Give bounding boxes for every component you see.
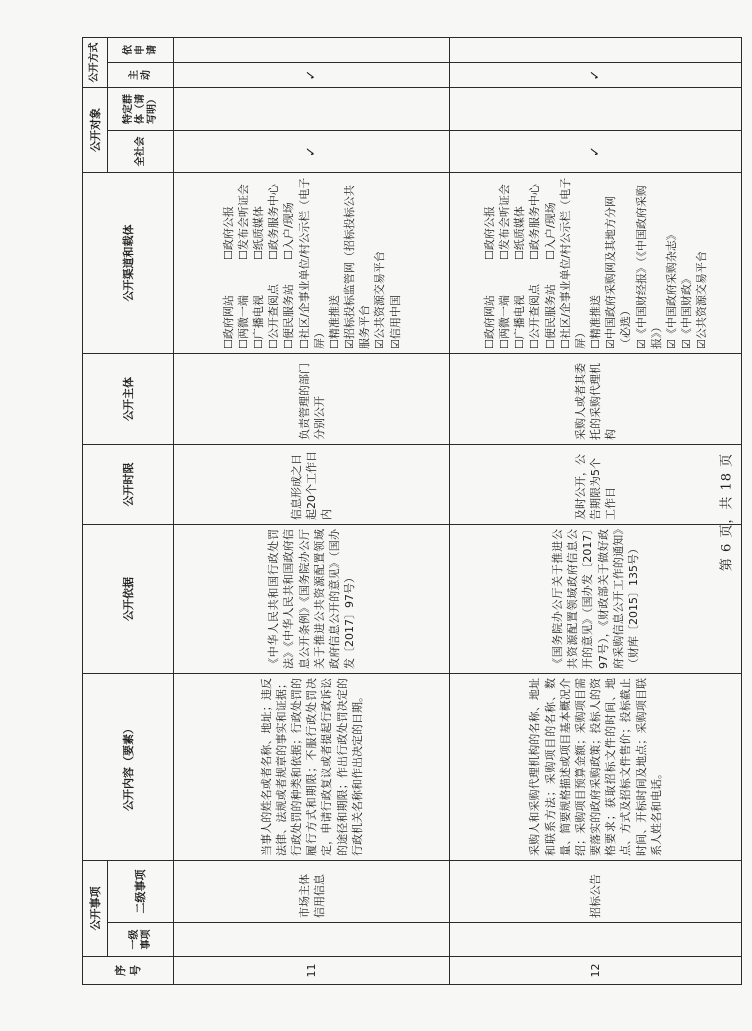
row-basis: 《国务院办公厅关于推进公共资源配置领域政府信息公开的意见》（国办发〔2017〕97号），《财政部关于做好政府采购信息公开工作的通知》（财库〔2015〕135号） (450, 525, 742, 674)
page-footer: 第 6 页，共 18 页 (719, 452, 735, 572)
channel-item: ☑《中国财政》 (680, 273, 694, 349)
row-level2: 招标公告 (450, 861, 742, 923)
row-level1 (174, 923, 450, 957)
row-method-request (174, 38, 450, 63)
header-method: 公开方式 (83, 38, 108, 88)
row-number: 12 (450, 957, 742, 985)
header-section: 公开事项 (83, 861, 108, 957)
row-subject: 负责管理的部门分别公开 (174, 354, 450, 445)
header-basis: 公开依据 (83, 525, 174, 674)
channel-item: ☐政府公报 (221, 206, 235, 260)
channel-item: ☐社区/企事业单位/村公示栏（电子屏） (297, 177, 326, 349)
channel-item: ☐政务服务中心 (267, 184, 281, 260)
row-subject: 采购人或者其委托的采购代理机构 (450, 354, 742, 445)
row-method-request (450, 38, 742, 63)
rotated-table-frame (82, 38, 742, 985)
header-no: 序号 (83, 957, 174, 985)
row-channels (450, 173, 742, 354)
channel-item: ☐入户/现场 (282, 202, 296, 260)
check-mark-all: ✓ (450, 131, 742, 173)
row-channels (174, 173, 450, 354)
channel-item: ☐纸质媒体 (252, 206, 266, 260)
channel-item: ☑公共资源交易平台 (373, 251, 387, 349)
channel-item: ☑《中国财经报》（《中国政府采购报》） (634, 185, 663, 349)
check-mark-all: ✓ (174, 131, 450, 173)
row-audience-specific (450, 88, 742, 131)
channel-item: ☐政务服务中心 (528, 184, 542, 260)
channel-item: ☐公开查阅点 (267, 284, 281, 349)
channel-item: ☐两微一端 (236, 295, 250, 349)
channel-item: ☐发布会听证会 (236, 184, 250, 260)
table-row (174, 38, 450, 985)
channel-list (482, 177, 710, 349)
header-audience-specific: 特定群体（请写明） (108, 88, 174, 131)
row-number: 11 (174, 957, 450, 985)
table-row (450, 38, 742, 985)
channel-item: ☐广播电视 (252, 295, 266, 349)
channel-item: ☐精准推送 (327, 295, 341, 349)
channel-item: ☑《中国政府采购杂志》 (664, 229, 678, 349)
header-content: 公开内容（要素） (83, 674, 174, 861)
channel-item: ☐广播电视 (513, 295, 527, 349)
channel-item: ☑公共资源交易平台 (695, 251, 709, 349)
header-row-1 (83, 38, 108, 985)
row-audience-specific (174, 88, 450, 131)
channel-item: ☐便民服务站 (282, 284, 296, 349)
check-mark-active: ✓ (450, 63, 742, 88)
row-period: 及时公开，公告期限为5个工作日 (450, 445, 742, 525)
channel-item: ☐政府网站 (221, 295, 235, 349)
channel-item: ☑招标投标监管网（招标投标公共服务平台 (343, 185, 372, 349)
header-level1: 一级事项 (108, 923, 174, 957)
channel-item: ☐发布会听证会 (498, 184, 512, 260)
channel-item: ☐公开查阅点 (528, 284, 542, 349)
header-audience: 公开对象 (83, 88, 108, 173)
row-content: 采购人和采购代理机构的名称、地址和联系方法；采购项目的名称、数量、简要规格描述或项目基本概况介绍；采购项目预算金额；采购项目需要落实的政府采购政策；投标人的资格要求；获取招标文件的时间、地点、方式及招标文件售价；投标截止时间、开标时间及地点；采购项目联系人姓名和电话。 (450, 674, 742, 861)
row-basis: 《中华人民共和国行政处罚法》《中华人民共和国政府信息公开条例》《国务院办公厅关于推进公共资源配置领域政府信息公开的意见》（国办发〔2017〕97号） (174, 525, 450, 674)
channel-list (221, 177, 403, 349)
header-subject: 公开主体 (83, 354, 174, 445)
header-audience-all: 全社会 (108, 131, 174, 173)
channel-item: ☐两微一端 (498, 295, 512, 349)
row-level1 (450, 923, 742, 957)
row-level2: 市场主体信用信息 (174, 861, 450, 923)
channel-item: ☑信用中国 (388, 295, 402, 349)
channel-item: ☐精准推送 (589, 295, 603, 349)
header-level2: 二级事项 (108, 861, 174, 923)
channel-item: ☐政府公报 (482, 206, 496, 260)
channel-item: ☐社区/企事业单位/村公示栏（电子屏） (558, 177, 587, 349)
channel-item: ☐入户/现场 (543, 202, 557, 260)
disclosure-table (82, 37, 742, 985)
header-period: 公开时限 (83, 445, 174, 525)
channel-item: ☐纸质媒体 (513, 206, 527, 260)
row-content: 当事人的姓名或者名称、地址；违反法律、法规或者规章的事实和证据；行政处罚的种类和依据；行政处罚的履行方式和期限；不服行政处罚决定，申请行政复议或者提起行政诉讼的途径和期限；作出行政处罚决定的行政机关名称和作出决定的日期。 (174, 674, 450, 861)
channel-item: ☐便民服务站 (543, 284, 557, 349)
check-mark-active: ✓ (174, 63, 450, 88)
header-method-request: 依申请 (108, 38, 174, 63)
channel-item: ☐政府网站 (482, 295, 496, 349)
row-period: 信息形成之日起20个工作日内 (174, 445, 450, 525)
header-method-active: 主动 (108, 63, 174, 88)
channel-item: ☑中国政府采购网及其地方分网（必选） (604, 196, 633, 349)
header-channels: 公开渠道和载体 (83, 173, 174, 354)
